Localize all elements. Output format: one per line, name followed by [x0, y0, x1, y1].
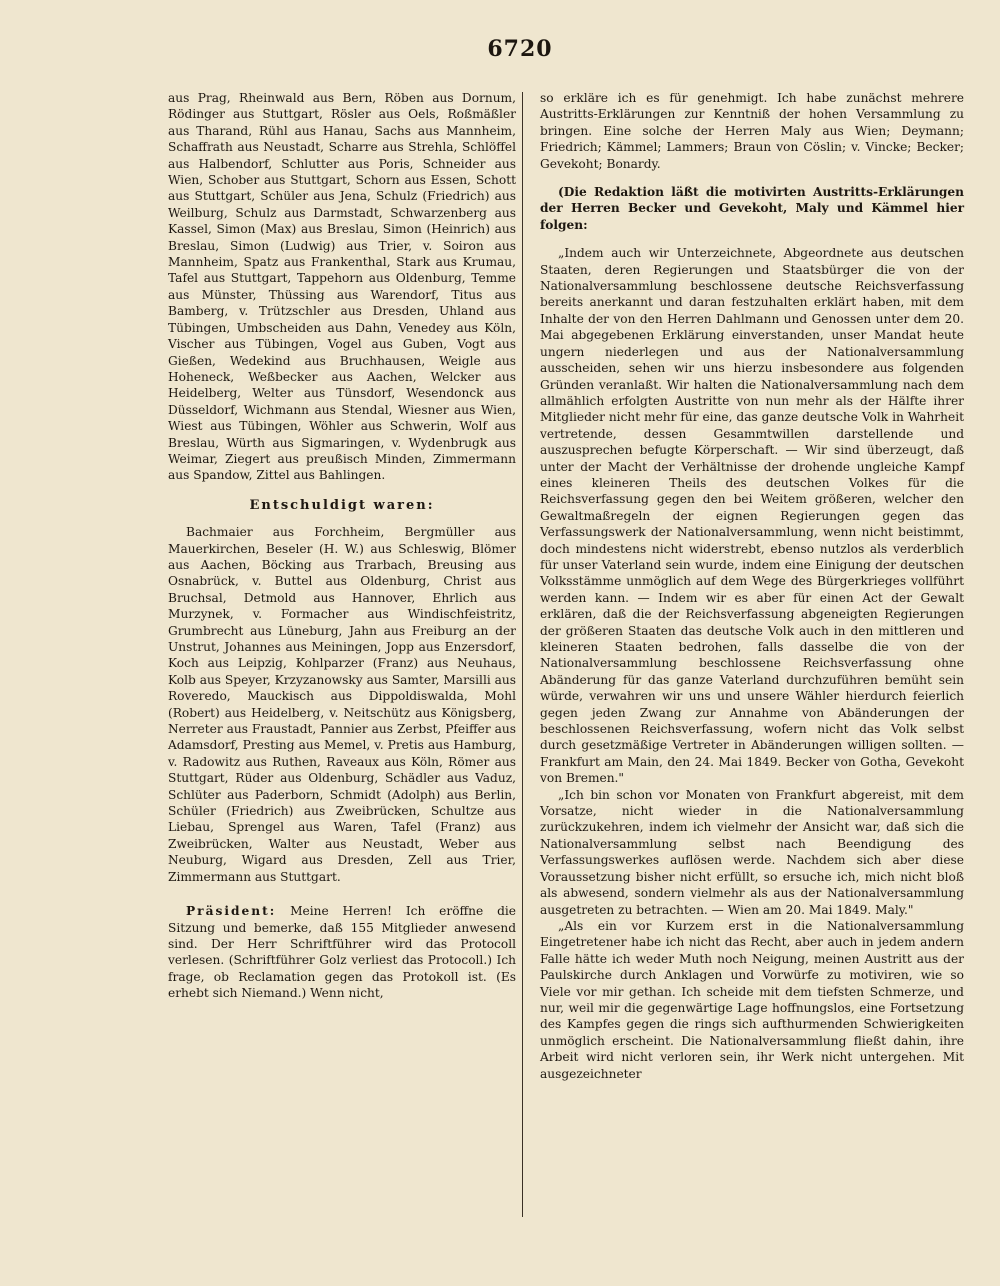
column-divider: [522, 92, 523, 1217]
declaration-becker-gevekoht: „Indem auch wir Unterzeichnete, Abgeordnete aus deutschen Staaten, deren Regierungen und Staatsbürger die von der Nationalversammlung beschlossene deutsche Reichsverfassung bereits anerkannt und daran festzuhalten erklärt haben, mit dem Inhalte der von den Herren Dahlmann und Genossen unter dem 20. Mai abgegebenen Erklärung einverstanden, unser Mandat heute ungern niederlegen und aus der Nationalversammlung ausscheiden, sehen wir uns hierzu insbesondere aus folgenden Gründen veranlaßt. Wir halten die Nationalversammlung nach dem allmählich erfolgten Austritte von nun mehr als der Hälfte ihrer Mitglieder nicht mehr für eine, das ganze deutsche Volk in Wahrheit vertretende, dessen Gesammtwillen darstellende und auszusprechen befugte Körperschaft. — Wir sind überzeugt, daß unter der Macht der Verhältnisse der drohende ungleiche Kampf eines kleineren Theils des deutschen Volkes für die Reichsverfassung gegen den bei Weitem größeren, welcher den Gewaltmaßregeln der eignen Regierungen gegen das Verfassungswerk der Nationalversammlung, wenn nicht beistimmt, doch mindestens nicht widerstrebt, ebenso nutzlos als verderblich für unser Vaterland sein wurde, indem eine Einigung der deutschen Volksstämme unmöglich auf dem Wege des Bürgerkrieges vollführt werden kann. — Indem wir es aber für einen Act der Gewalt erklären, daß die der Reichsverfassung abgeneigten Regierungen der größeren Staaten das deutsche Volk auch in den mittleren und kleineren Staaten bedrohen, falls dasselbe die von der Nationalversammlung beschlossene Reichsverfassung ohne Abänderung für das ganze Vaterland durchzuführen bemüht sein würde, verwahren wir uns und unsere Wähler hierdurch feierlich gegen jeden Zwang zur Annahme von Abänderungen der beschlossenen Reichsverfassung, wofern nicht das Volk selbst durch gesetzmäßige Vertreter in Abänderungen willigen sollten. — Frankfurt am Main, den 24. Mai 1849. Becker von Gotha, Gevekoht von Bremen.": [540, 246, 964, 786]
announcement-paragraph: so erkläre ich es für genehmigt. Ich habe zunächst mehrere Austritts-Erklärungen zur Kenntniß der hohen Versammlung zu bringen. Eine solche der Herren Maly aus Wien; Deymann; Friedrich; Kämmel; Lammers; Braun von Cöslin; v. Vincke; Becker; Gevekoht; Bonardy.: [540, 91, 964, 171]
left-column: [168, 90, 516, 1002]
president-text: Meine Herren! Ich eröffne die Sitzung und bemerke, daß 155 Mitglieder anwesend sind. Der Herr Schriftführer wird das Protocoll verlesen. (Schriftführer Golz verliest das Protocoll.) Ich frage, ob Reclamation gegen das Protokoll ist. (Es erhebt sich Niemand.) Wenn nicht,: [168, 904, 516, 1001]
declaration-maly: „Ich bin schon vor Monaten von Frankfurt abgereist, mit dem Vorsatze, nicht wieder in die Nationalversammlung zurückzukehren, indem ich vielmehr der Ansicht war, daß sich die Nationalversammlung selbst nach Beendigung des Verfassungswerkes auflösen werde. Nachdem sich aber diese Voraussetzung bisher nicht erfüllt, so ersuche ich, mich nicht bloß als abwesend, sondern vielmehr als aus der Nationalversammlung ausgetreten zu betrachten. — Wien am 20. Mai 1849. Maly.": [540, 787, 964, 917]
attendees-list: aus Prag, Rheinwald aus Bern, Röben aus Dornum, Rödinger aus Stuttgart, Rösler aus Oels, Roßmäßler aus Tharand, Rühl aus Hanau, Sachs aus Mannheim, Schaffrath aus Neustadt, Scharre aus Strehla, Schlöffel aus Halbendorf, Schlutter aus Poris, Schneider aus Wien, Schober aus Stuttgart, Schorn aus Essen, Schott aus Stuttgart, Schüler aus Jena, Schulz (Friedrich) aus Weilburg, Schulz aus Darmstadt, Schwarzenberg aus Kassel, Simon (Max) aus Breslau, Simon (Heinrich) aus Breslau, Simon (Ludwig) aus Trier, v. Soiron aus Mannheim, Spatz aus Frankenthal, Stark aus Krumau, Tafel aus Stuttgart, Tappehorn aus Oldenburg, Temme aus Münster, Thüssing aus Warendorf, Titus aus Bamberg, v. Trützschler aus Dresden, Uhland aus Tübingen, Umbscheiden aus Dahn, Venedey aus Köln, Vischer aus Tübingen, Vogel aus Guben, Vogt aus Gießen, Wedekind aus Bruchhausen, Weigle aus Hoheneck, Weßbecker aus Aachen, Welcker aus Heidelberg, Welter aus Tünsdorf, Wesendonck aus Düsseldorf, Wichmann aus Stendal, Wiesner aus Wien, Wiest aus Tübingen, Wöhler aus Schwerin, Wolf aus Breslau, Würth aus Sigmaringen, v. Wydenbrugk aus Weimar, Ziegert aus preußisch Minden, Zimmermann aus Spandow, Zittel aus Bahlingen.: [168, 91, 516, 483]
excused-list: Bachmaier aus Forchheim, Bergmüller aus Mauerkirchen, Beseler (H. W.) aus Schleswig, Blömer aus Aachen, Böcking aus Trarbach, Breusing aus Osnabrück, v. Buttel aus Oldenburg, Christ aus Bruchsal, Detmold aus Hannover, Ehrlich aus Murzynek, v. Formacher aus Windischfeistritz, Grumbrecht aus Lüneburg, Jahn aus Freiburg an der Unstrut, Johannes aus Meiningen, Jopp aus Enzersdorf, Koch aus Leipzig, Kohlparzer (Franz) aus Neuhaus, Kolb aus Speyer, Krzyzanowsky aus Samter, Marsilli aus Roveredo, Mauckisch aus Dippoldiswalda, Mohl (Robert) aus Heidelberg, v. Neitschütz aus Königsberg, Nerreter aus Fraustadt, Pannier aus Zerbst, Pfeiffer aus Adamsdorf, Presting aus Memel, v. Pretis aus Hamburg, v. Radowitz aus Ruthen, Raveaux aus Köln, Römer aus Stuttgart, Rüder aus Oldenburg, Schädler aus Vaduz, Schlüter aus Paderborn, Schmidt (Adolph) aus Berlin, Schüler (Friedrich) aus Zweibrücken, Schultze aus Liebau, Sprengel aus Waren, Tafel (Franz) aus Zweibrücken, Walter aus Neustadt, Weber aus Neuburg, Wigard aus Dresden, Zell aus Trier, Zimmermann aus Stuttgart.: [168, 525, 516, 884]
president-paragraph: [168, 903, 516, 1001]
declaration-kaemmel: „Als ein vor Kurzem erst in die Nationalversammlung Eingetretener habe ich nicht das Recht, aber auch in jedem andern Falle hätte ich weder Muth noch Neigung, meinen Austritt aus der Paulskirche durch Anklagen und Vorwürfe zu motiviren, wie so Viele vor mir gethan. Ich scheide mit dem tiefsten Schmerze, und nur, weil mir die gegenwärtige Lage hoffnungslos, eine Fortsetzung des Kampfes gegen die rings sich aufthurmenden Schwierigkeiten unmöglich erscheint. Die Nationalversammlung fließt dahin, ihre Arbeit wird nicht verloren sein, ihr Werk nicht untergehen. Mit ausgezeichneter: [540, 918, 964, 1081]
editorial-note: (Die Redaktion läßt die motivirten Austritts-Erklärungen der Herren Becker und Gevekoht, Maly und Kämmel hier folgen:: [540, 185, 964, 232]
page-number: 6720: [487, 36, 553, 62]
right-column: [540, 90, 964, 1082]
speaker-label: Präsident:: [186, 904, 277, 919]
excused-heading: Entschuldigt waren:: [249, 497, 435, 513]
